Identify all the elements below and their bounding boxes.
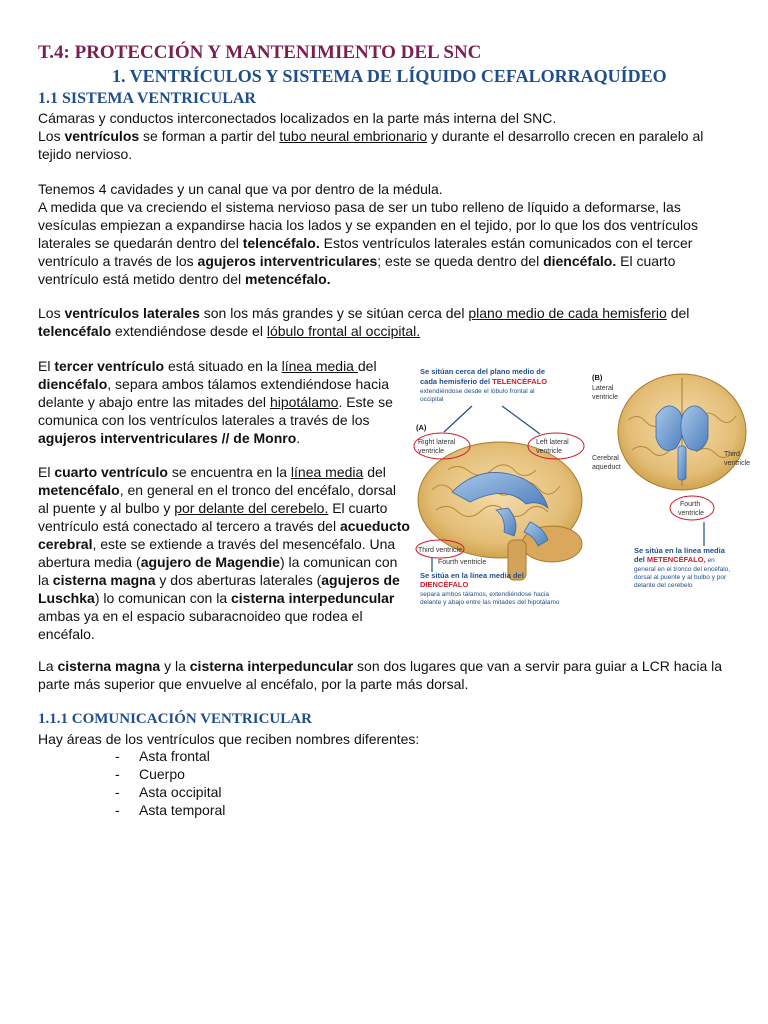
svg-text:ventricle: ventricle bbox=[724, 460, 751, 467]
label-right-lateral-ventricle: Right lateral bbox=[418, 439, 456, 446]
highlight-circle bbox=[414, 433, 470, 459]
svg-text:Lateral: Lateral bbox=[592, 385, 614, 392]
label-third-ventricle: Third ventricle bbox=[418, 547, 462, 554]
list-item: - Asta frontal bbox=[112, 747, 225, 765]
svg-text:Cerebral: Cerebral bbox=[592, 455, 619, 462]
ventricle-areas-list bbox=[112, 747, 225, 819]
svg-text:ventricle: ventricle bbox=[536, 448, 563, 455]
svg-text:Third: Third bbox=[724, 451, 740, 458]
svg-text:(B): (B) bbox=[592, 373, 603, 382]
svg-text:aqueduct: aqueduct bbox=[592, 464, 621, 471]
paragraph-fourth-ventricle: El cuarto ventrículo se encuentra en la línea media del metencéfalo, en general en el tronco del encéfalo, dorsal al puente y al bulbo y por delante del cerebelo. El cuarto ventrículo está conectado al tercero a través del acueducto cerebral, este se extiende a través del mesencéfalo. Una abertura media (agujero de Magendie) la comunican con la cisterna magna y dos aberturas laterales (agujeros de Luschka) lo comunican con la cisterna interpeduncular ambas ya en el espacio subaracnoideo que rodea el encéfalo. bbox=[38, 464, 410, 642]
paragraph-third-ventricle: El tercer ventrículo está situado en la línea media del diencéfalo, separa ambos tálamos extendiéndose hacia delante y abajo entre las mitades del hipotálamo. Este se comunica con los ventrículos laterales a través de los agujeros interventriculares // de Monro. bbox=[38, 358, 393, 446]
svg-text:cada hemisferio del TELENCÉFAL: cada hemisferio del TELENCÉFALO bbox=[420, 377, 548, 386]
list-item: - Asta temporal bbox=[112, 801, 225, 819]
svg-text:ventricle: ventricle bbox=[592, 394, 619, 401]
svg-text:delante y abajo entre las mita: delante y abajo entre las mitades del hipotálamo bbox=[420, 599, 560, 606]
document-title: T.4: PROTECCIÓN Y MANTENIMIENTO DEL SNC bbox=[38, 42, 482, 63]
svg-text:del METENCÉFALO, en: del METENCÉFALO, en bbox=[634, 555, 715, 564]
svg-text:(A): (A) bbox=[416, 423, 427, 432]
brain-coronal-view bbox=[618, 374, 746, 490]
figure-note-fourth: Se sitúa en la línea media bbox=[634, 546, 725, 555]
arrow-icon bbox=[444, 406, 472, 432]
paragraph-lateral-ventricles: Los ventrículos laterales son los más grandes y se sitúan cerca del plano medio de cada hemisferio del telencéfalo extendiéndose desde el lóbulo frontal al occipital. bbox=[38, 305, 690, 339]
paragraph-areas: Hay áreas de los ventrículos que reciben nombres diferentes: bbox=[38, 731, 420, 747]
svg-text:general en el tronco del encéf: general en el tronco del encéfalo, bbox=[634, 566, 731, 573]
svg-text:occipital: occipital bbox=[420, 396, 444, 403]
svg-text:ventricle: ventricle bbox=[418, 448, 445, 455]
svg-text:ventricle: ventricle bbox=[678, 510, 705, 517]
label-fourth-ventricle: Fourth ventricle bbox=[438, 559, 487, 566]
svg-text:separa ambos tálamos, extendié: separa ambos tálamos, extendiéndose hacia bbox=[420, 591, 549, 598]
list-item: - Cuerpo bbox=[112, 765, 225, 783]
svg-text:DIENCÉFALO: DIENCÉFALO bbox=[420, 580, 469, 589]
svg-text:dorsal al puente y al bulbo y: dorsal al puente y al bulbo y por bbox=[634, 574, 727, 581]
section-heading-1-1: 1.1 SISTEMA VENTRICULAR bbox=[38, 90, 256, 107]
label-left-lateral-ventricle: Left lateral bbox=[536, 439, 569, 446]
figure-note-lateral: Se sitúan cerca del plano medio de bbox=[420, 367, 546, 376]
paragraph-cisterns: La cisterna magna y la cisterna interpeduncular son dos lugares que van a servir para guiar a LCR hacia la parte más superior que envuelve al encéfalo, por la parte más dorsal. bbox=[38, 658, 723, 692]
figure-note-third: Se sitúa en la línea media del bbox=[420, 571, 524, 580]
svg-text:extendiéndose desde el lóbulo: extendiéndose desde el lóbulo frontal al bbox=[420, 388, 535, 395]
paragraph-intro: Cámaras y conductos interconectados localizados en la parte más interna del SNC. Los ventrículos se forman a partir del tubo neural embrionario y durante el desarrollo crecen en paralelo al tejido nervioso. bbox=[38, 109, 728, 163]
arrow-icon bbox=[502, 406, 540, 434]
brain-ventricles-figure bbox=[412, 360, 752, 610]
svg-text:Fourth: Fourth bbox=[680, 501, 701, 508]
paragraph-cavities: Tenemos 4 cavidades y un canal que va por dentro de la médula. A medida que va creciendo el sistema nervioso pasa de ser un tubo relleno de líquido a deformarse, las vesículas empiezan a expandirse hacia los lados y se expanden en el tejido, por lo que los dos ventrículos laterales se quedarán dentro del telencéfalo. Estos ventrículos laterales están comunicados con el tercer ventrículo a través de los agujeros interventriculares; este se queda dentro del diencéfalo. El cuarto ventrículo está metido dentro del metencéfalo. bbox=[38, 181, 698, 287]
svg-text:delante del cerebelo: delante del cerebelo bbox=[634, 582, 693, 589]
list-item: - Asta occipital bbox=[112, 783, 225, 801]
section-heading-1-1-1: 1.1.1 COMUNICACIÓN VENTRICULAR bbox=[38, 711, 312, 727]
highlight-circle bbox=[528, 433, 584, 459]
section-title: 1. VENTRÍCULOS Y SISTEMA DE LÍQUIDO CEFALORRAQUÍDEO bbox=[112, 66, 667, 86]
paragraph-ventricles-origin: Los ventrículos se forman a partir del tubo neural embrionario y durante el desarrollo crecen en paralelo al tejido nervioso. bbox=[38, 128, 704, 162]
